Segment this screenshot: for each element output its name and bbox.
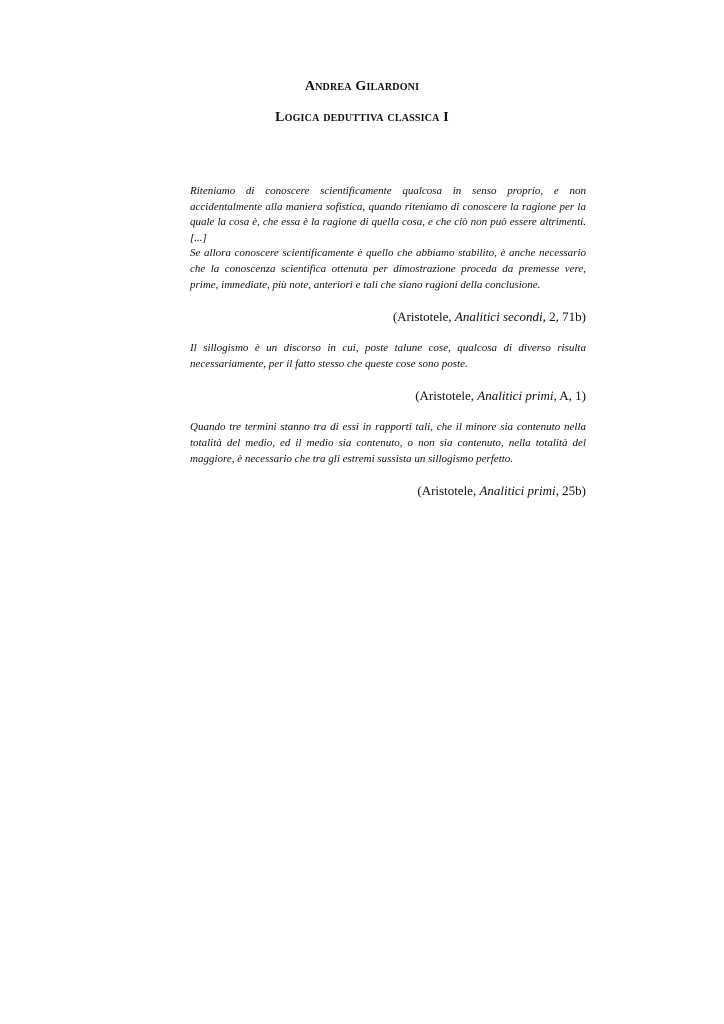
citation-ref: , 25b) xyxy=(555,483,586,499)
quote-paragraph: Il sillogismo è un discorso in cui, poste talune cose, qualcosa di diverso risulta necessariamente, per il fatto stesso che queste cose sono poste. xyxy=(190,342,586,370)
citation-author: (Aristotele, xyxy=(417,483,480,499)
citation-work: Analitici primi xyxy=(477,388,554,404)
citation xyxy=(190,387,586,405)
quotes-section xyxy=(190,184,586,515)
quote-block xyxy=(190,184,586,293)
quote-block xyxy=(190,341,586,372)
quote-paragraph: Riteniamo di conoscere scientificamente qualcosa in senso proprio, e non accidentalmente alla maniera sofistica, quando riteniamo di conoscere la ragione per la quale la cosa è, che essa è la ragione di quella cosa, e che ciò non può essere altrimenti. [...] xyxy=(190,185,586,244)
citation-ref: , A, 1) xyxy=(553,388,586,404)
citation xyxy=(190,482,586,500)
citation-author: (Aristotele, xyxy=(415,388,478,404)
citation xyxy=(190,308,586,326)
quote-block xyxy=(190,420,586,467)
quote-paragraph: Se allora conoscere scientificamente è quello che abbiamo stabilito, è anche necessario che la conoscenza scientifica ottenuta per dimostrazione proceda da premesse vere, prime, immediate, più note, anteriori e tali che siano ragioni della conclusione. xyxy=(190,247,586,291)
document-header xyxy=(0,77,724,128)
quote-paragraph: Quando tre termini stanno tra di essi in rapporti tali, che il minore sia contenuto nella totalità del medio, ed il medio sia contenuto, o non sia contenuto, nella totalità del maggiore, è necessario che tra gli estremi sussista un sillogismo perfetto. xyxy=(190,421,586,465)
citation-work: Analitici secondi xyxy=(454,309,543,325)
document-title: Logica deduttiva classica I xyxy=(275,110,449,125)
citation-ref: , 2, 71b) xyxy=(542,309,586,325)
author-name: Andrea Gilardoni xyxy=(304,79,420,94)
citation-work: Analitici primi xyxy=(479,483,556,499)
citation-author: (Aristotele, xyxy=(392,309,455,325)
